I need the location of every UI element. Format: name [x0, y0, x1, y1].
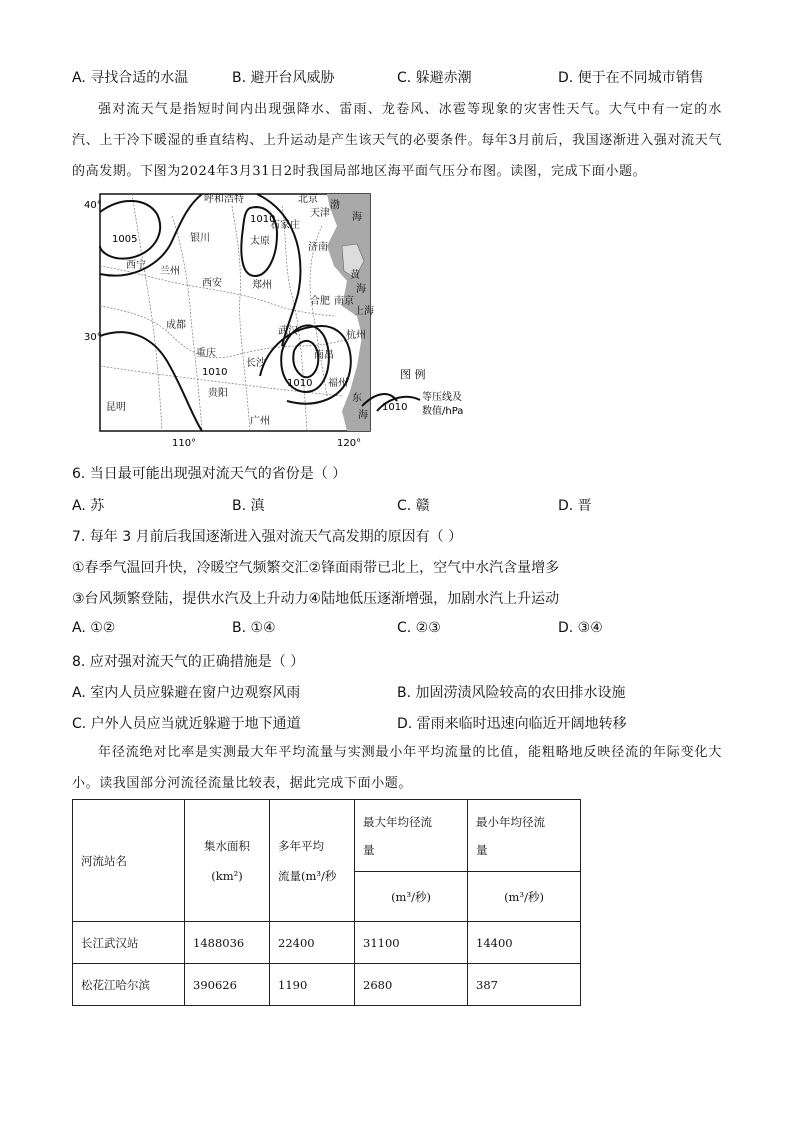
svg-text:海: 海: [356, 284, 366, 295]
q8-option-c[interactable]: C. 户外人员应当就近躲避于地下通道: [72, 716, 301, 732]
header-mean-flow: 多年平均 流量(m³/秒: [270, 800, 355, 922]
q8-stem: 8. 应对强对流天气的正确措施是（ ）: [72, 654, 305, 670]
city-label: 南昌: [314, 350, 334, 361]
city-label: 武汉: [278, 326, 298, 337]
city-label: 长沙: [246, 358, 266, 369]
runoff-table: [72, 799, 581, 1006]
q8-option-d[interactable]: D. 雷雨来临时迅速向临近开阔地转移: [397, 716, 627, 732]
city-label: 济南: [308, 242, 328, 253]
city-label: 福州: [328, 378, 348, 389]
cell-area: 390626: [185, 964, 270, 1006]
header-area: 集水面积 (km²): [185, 800, 270, 922]
city-label: 北京: [298, 194, 318, 205]
q7-option-c[interactable]: C. ②③: [397, 620, 441, 636]
q6-option-d[interactable]: D. 晋: [558, 498, 592, 514]
q7-statements-2: ③台风频繁登陆，提供水汽及上升动力④陆地低压逐渐增强，加剧水汽上升运动: [72, 591, 560, 607]
q7-stem: 7. 每年 3 月前后我国逐渐进入强对流天气高发期的原因有（ ）: [72, 529, 463, 545]
legend-title: 图 例: [400, 368, 426, 381]
header-min-unit: (m³/秒): [468, 872, 581, 922]
cell-area: 1488036: [185, 922, 270, 964]
q7-option-a[interactable]: A. ①②: [72, 620, 116, 636]
city-label: 合肥: [310, 296, 330, 307]
isobar-label: 1005: [112, 234, 138, 245]
q5-option-d[interactable]: D. 便于在不同城市销售: [558, 70, 704, 86]
q8-option-a[interactable]: A. 室内人员应躲避在窗户边观察风雨: [72, 685, 301, 701]
header-max-flow: 最大年均径流 量: [355, 800, 468, 872]
map-frame: [100, 194, 370, 431]
q5-option-a[interactable]: A. 寻找合适的水温: [72, 70, 189, 86]
q5-option-c[interactable]: C. 躲避赤潮: [397, 70, 472, 86]
cell-mean: 1190: [270, 964, 355, 1006]
city-label: 西宁: [126, 260, 146, 271]
intro-paragraph-convection: 强对流天气是指短时间内出现强降水、雷雨、龙卷风、冰雹等现象的灾害性天气。大气中有一定的水汽、上干冷下暖湿的垂直结构、上升运动是产生该天气的必要条件。每年3月前后，我国逐渐进入强对流天气的高发期。下图为2024年3月31日2时我国局部地区海平面气压分布图。读图，完成下面小题。: [72, 102, 722, 179]
q6-option-c[interactable]: C. 赣: [397, 498, 430, 514]
svg-text:东: 东: [352, 393, 362, 404]
city-label: 兰州: [160, 266, 180, 277]
city-label: 太原: [250, 236, 270, 247]
q6-option-b[interactable]: B. 滇: [232, 498, 265, 514]
header-min-flow: 最小年均径流 量: [468, 800, 581, 872]
cell-station: 长江武汉站: [73, 922, 185, 964]
city-label: 贵阳: [208, 388, 228, 399]
legend-line-label: 等压线及: [422, 392, 462, 403]
header-max-unit: (m³/秒): [355, 872, 468, 922]
svg-text:渤: 渤: [330, 200, 340, 211]
lon-label-110: 110°: [172, 438, 197, 448]
city-label: 天津: [310, 208, 330, 219]
q7-option-b[interactable]: B. ①④: [232, 620, 276, 636]
svg-text:海: 海: [352, 212, 362, 223]
q7-option-d[interactable]: D. ③④: [558, 620, 603, 636]
q6-option-a[interactable]: A. 苏: [72, 498, 105, 514]
city-label: 广州: [250, 416, 270, 427]
q7-statements-1: ①春季气温回升快，冷暖空气频繁交汇②锋面雨带已北上，空气中水汽含量增多: [72, 560, 560, 576]
cell-max: 31100: [355, 922, 468, 964]
city-label: 上海: [354, 306, 374, 317]
svg-text:海: 海: [358, 410, 368, 421]
cell-station: 松花江哈尔滨: [73, 964, 185, 1006]
city-label: 昆明: [106, 402, 126, 413]
isobar-label: 1010: [202, 367, 228, 378]
svg-text:黄: 黄: [350, 270, 360, 281]
legend-unit-label: 数值/hPa: [422, 406, 464, 417]
city-label: 石家庄: [270, 220, 300, 231]
cell-max: 2680: [355, 964, 468, 1006]
city-label: 呼和浩特: [204, 194, 244, 205]
header-station: 河流站名: [73, 800, 185, 922]
isobar-label: 1010: [250, 214, 276, 225]
city-label: 南京: [334, 296, 354, 307]
map-legend: [377, 367, 463, 417]
city-label: 西安: [202, 278, 222, 289]
q6-stem: 6. 当日最可能出现强对流天气的省份是（ ）: [72, 466, 347, 482]
city-label: 郑州: [252, 280, 272, 291]
lat-label-40: 40°: [84, 200, 102, 211]
table-row: [73, 964, 581, 1006]
q8-option-b[interactable]: B. 加固涝渍风险较高的农田排水设施: [397, 685, 626, 701]
legend-value: 1010: [382, 402, 408, 413]
intro-paragraph-runoff: 年径流绝对比率是实测最大年平均流量与实测最小年平均流量的比值，能粗略地反映径流的年际变化大小。读我国部分河流径流量比较表，据此完成下面小题。: [72, 745, 722, 791]
city-label: 成都: [166, 320, 186, 331]
cell-min: 387: [468, 964, 581, 1006]
table-row: [73, 922, 581, 964]
city-label: 重庆: [196, 348, 216, 359]
q5-option-b[interactable]: B. 避开台风威胁: [232, 70, 335, 86]
lon-label-120: 120°: [337, 438, 362, 448]
cell-mean: 22400: [270, 922, 355, 964]
cell-min: 14400: [468, 922, 581, 964]
isobar-label: 1010: [287, 378, 313, 389]
lat-label-30: 30°: [84, 332, 102, 343]
city-label: 银川: [190, 233, 210, 244]
pressure-map: [72, 186, 472, 448]
city-label: 杭州: [346, 330, 366, 341]
